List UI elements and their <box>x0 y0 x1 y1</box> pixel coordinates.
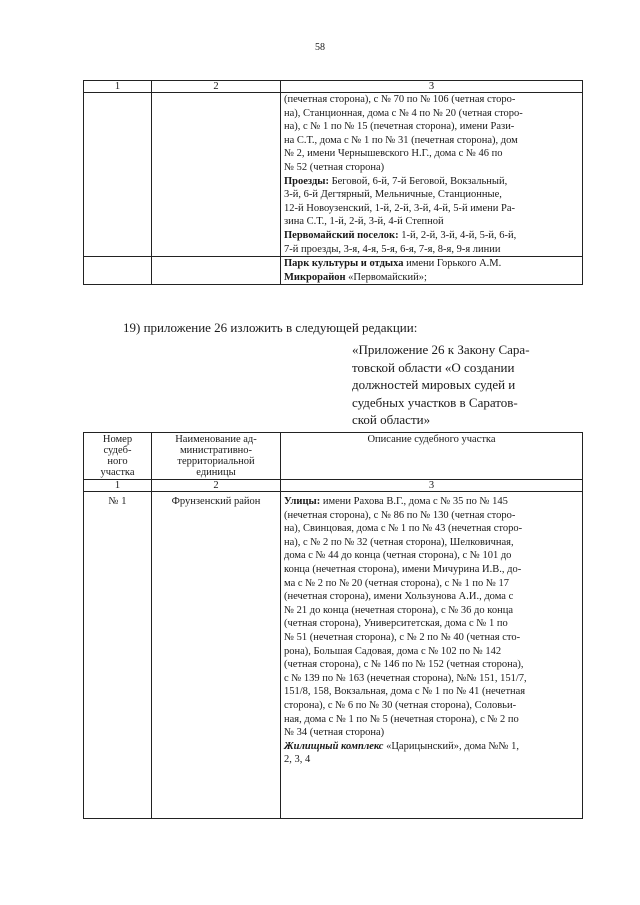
table-row <box>84 257 583 285</box>
mikro-label: Микрорайон <box>284 271 346 283</box>
col-number-1: 1 <box>84 81 152 93</box>
col-number-2: 2 <box>152 81 281 93</box>
header-unit-name: Наименование ад- министративно- территориальной единицы <box>152 433 281 480</box>
table-header-row <box>84 433 583 480</box>
page-number: 58 <box>315 42 325 53</box>
header-description: Описание судебного участка <box>281 433 583 480</box>
empty-cell <box>84 257 152 285</box>
col-number-3: 3 <box>281 81 583 93</box>
column-number-row <box>84 81 583 93</box>
description-cell: Улицы: имени Рахова В.Г., дома с № 35 по № 145 (нечетная сторона), с № 86 по № 130 (четная сторо- на), Свинцовая, дома с № 1 по № 43 (нечетная сторо- на), с № 2 по № 32 (четная сторона), Шелковичная, дома с № 44 до конца (четная сторона), с № 101 до конца (нечетная сторона), имени Мичурина И.В., до- ма с № 2 по № 20 (четная сторона), с № 1 по № 17 (нечетная сторона), имени Хользунова А.И., дома с № 21 до конца (нечетная сторона), с № 36 до конца (четная сторона), Университетская, дома с № 1 по № 51 (нечетная сторона), с № 2 по № 40 (четная сто- рона), Большая Садовая, дома с № 102 по № 142 (четная сторона), с № 146 по № 152 (четная сторона), с № 139 по № 163 (нечетная сторона), №№ 151, 151/7, 151/8, 158, Вокзальная, дома с № 1 по № 41 (нечетная сторона), с № 6 по № 30 (четная сторона), Соловьи- ная, дома с № 1 по № 5 (нечетная сторона), с № 2 по № 34 (четная сторона) Жилищный комплекс «Царицынский», дома №№ 1, 2, 3, 4 <box>281 492 583 819</box>
description-cell: Парк культуры и отдыха имени Горького А.М. Микрорайон «Первомайский»; <box>281 257 583 285</box>
description-cell: (печетная сторона), с № 70 по № 106 (четная сторо- на), Станционная, дома с № 4 по № 20 (четная сторо- на), с № 1 по № 15 (печетная сторона), имени Рази- на С.Т., дома с № 1 по № 31 (печетная сторона), дом № 2, имени Чернышевского Н.Г., дома с № 46 по № 52 (четная сторона) Проезды: Беговой, 6-й, 7-й Беговой, Вокзальный, 3-й, 6-й Дегтярный, Мельничные, Станционные, 12-й Новоузенский, 1-й, 2-й, 3-й, 4-й, 5-й имени Ра- зина С.Т., 1-й, 2-й, 3-й, 4-й Степной Первомайский поселок: 1-й, 2-й, 3-й, 4-й, 5-й, 6-й, 7-й проезды, 3-я, 4-я, 5-я, 6-я, 7-я, 8-я, 9-я линии <box>281 93 583 257</box>
district-number: № 1 <box>84 492 152 819</box>
court-district-table <box>83 432 583 819</box>
annex-heading: «Приложение 26 к Закону Сара- товской области «О создании должностей мировых судей и судебных участков в Саратов- ской области» <box>352 342 530 427</box>
table-row <box>84 492 583 819</box>
continuation-table <box>83 80 583 285</box>
ulitsy-label: Улицы: <box>284 496 321 507</box>
proezdy-label: Проезды: <box>284 175 329 187</box>
amendment-paragraph: 19) приложение 26 изложить в следующей редакции: <box>123 320 418 335</box>
zhk-label: Жилищный комплекс <box>284 740 384 752</box>
empty-cell <box>152 93 281 257</box>
district-name: Фрунзенский район <box>152 492 281 819</box>
header-district-number: Номер судеб- ного участка <box>84 433 152 480</box>
col-number-3: 3 <box>281 480 583 492</box>
empty-cell <box>84 93 152 257</box>
empty-cell <box>152 257 281 285</box>
table-row <box>84 93 583 257</box>
col-number-2: 2 <box>152 480 281 492</box>
col-number-1: 1 <box>84 480 152 492</box>
park-label: Парк культуры и отдыха <box>284 258 404 270</box>
column-number-row <box>84 480 583 492</box>
poselok-label: Первомайский поселок: <box>284 229 399 241</box>
